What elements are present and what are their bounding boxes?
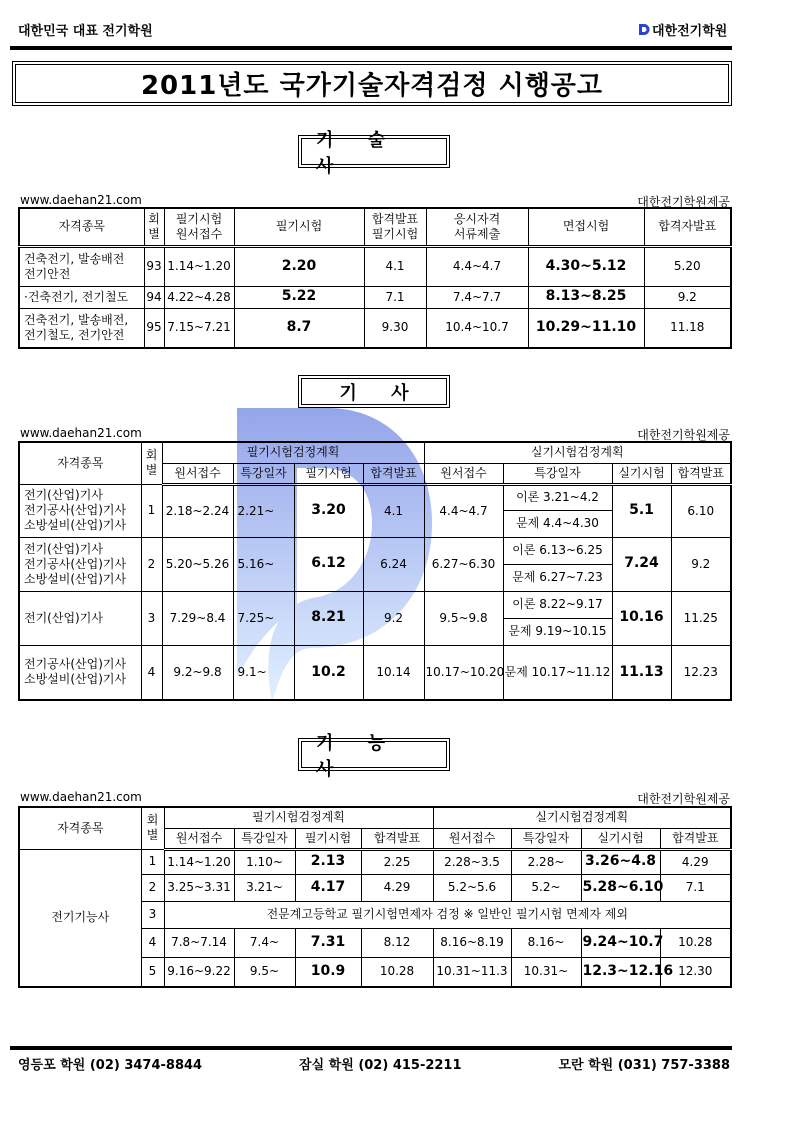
table-row (19, 246, 731, 286)
practical-lecture-cell: 이론 8.22~9.17 (503, 591, 612, 618)
page-title: 2011년도 국가기술자격검정 시행공고 (15, 64, 729, 103)
column-header: 자격종목 (19, 208, 144, 246)
w-apply-cell: 7.29~8.4 (162, 591, 233, 645)
table-row (19, 484, 731, 511)
schedule-cell: 5.2~5.6 (433, 874, 511, 901)
round-cell: 1 (141, 484, 162, 537)
interview-cell: 10.29~11.10 (528, 308, 644, 348)
column-header-round: 회 별 (141, 807, 164, 849)
column-header: 실기시험 (581, 828, 660, 849)
column-header: 원서접수 (164, 828, 234, 849)
table-row (19, 591, 731, 618)
footer-branch-yeongdeungpo: 영등포 학원 (02) 3474-8844 (18, 1058, 203, 1073)
top-rule (10, 46, 732, 50)
column-header: 원서접수 (433, 828, 511, 849)
column-group-written: 필기시험검정계획 (164, 807, 433, 828)
column-header-subject: 자격종목 (19, 807, 141, 849)
round-cell: 2 (141, 874, 164, 901)
practical-exam-cell: 5.1 (612, 484, 671, 537)
title-box (12, 61, 732, 106)
schedule-cell: 2.13 (295, 849, 361, 874)
column-header: 필기시험 원서접수 (164, 208, 234, 246)
schedule-cell: 2.28~ (511, 849, 581, 874)
p-apply-cell: 10.17~10.20 (424, 645, 503, 700)
column-header: 필기시험 (234, 208, 364, 246)
interview-cell: 8.13~8.25 (528, 286, 644, 308)
w-apply-cell: 9.2~9.8 (162, 645, 233, 700)
subject-cell: 전기기능사 (19, 849, 141, 987)
round-cell: 5 (141, 957, 164, 987)
written-result-cell: 9.30 (364, 308, 426, 348)
round-cell: 95 (144, 308, 164, 348)
schedule-cell: 5.2~ (511, 874, 581, 901)
source-line (20, 790, 730, 807)
document-submit-cell: 4.4~4.7 (426, 246, 528, 286)
w-lecture-cell: 2.21~ (233, 484, 294, 537)
schedule-cell: 7.4~ (234, 928, 295, 957)
column-header: 원서접수 (424, 463, 503, 484)
round-cell: 93 (144, 246, 164, 286)
practical-result-cell: 11.25 (671, 591, 731, 645)
footer (18, 1054, 730, 1073)
written-exam-cell: 2.20 (234, 246, 364, 286)
schedule-cell: 10.9 (295, 957, 361, 987)
column-header-subject: 자격종목 (19, 442, 141, 484)
w-result-cell: 4.1 (363, 484, 424, 537)
w-exam-cell: 8.21 (294, 591, 363, 645)
p-apply-cell: 9.5~9.8 (424, 591, 503, 645)
round-cell: 3 (141, 901, 164, 928)
table-row (19, 849, 731, 874)
column-header: 합격발표 (660, 828, 731, 849)
final-result-cell: 9.2 (644, 286, 731, 308)
source-credit: 대한전기학원제공 (637, 428, 730, 442)
subject-cell: 건축전기, 발송배전 전기안전 (19, 246, 144, 286)
column-header: 특강일자 (511, 828, 581, 849)
subject-cell: 건축전기, 발송배전, 전기철도, 전기안전 (19, 308, 144, 348)
column-group-written: 필기시험검정계획 (162, 442, 424, 463)
written-apply-cell: 7.15~7.21 (164, 308, 234, 348)
source-url: www.daehan21.com (20, 426, 142, 440)
column-group-practical: 실기시험검정계획 (424, 442, 731, 463)
schedule-cell: 4.17 (295, 874, 361, 901)
schedule-cell: 10.31~ (511, 957, 581, 987)
header-slogan: 대한민국 대표 전기학원 (18, 24, 153, 39)
subject-cell: 전기공사(산업)기사 소방설비(산업)기사 (19, 645, 141, 700)
written-result-cell: 4.1 (364, 246, 426, 286)
gisa-table (18, 441, 732, 701)
schedule-cell: 3.25~3.31 (164, 874, 234, 901)
column-group-practical: 실기시험검정계획 (433, 807, 731, 828)
subject-cell: 전기(산업)기사 전기공사(산업)기사 소방설비(산업)기사 (19, 484, 141, 537)
logo-d-icon (638, 23, 650, 36)
footer-branch-moran: 모란 학원 (031) 757-3388 (558, 1058, 730, 1073)
table-row (19, 645, 731, 700)
schedule-cell: 10.31~11.3 (433, 957, 511, 987)
column-header: 합격발표 (363, 463, 424, 484)
practical-lecture-cell: 문제 6.27~7.23 (503, 564, 612, 591)
source-url: www.daehan21.com (20, 193, 142, 207)
gisulsa-table (18, 207, 732, 349)
schedule-cell: 2.28~3.5 (433, 849, 511, 874)
schedule-cell: 9.16~9.22 (164, 957, 234, 987)
schedule-cell: 3.26~4.8 (581, 849, 660, 874)
schedule-cell: 12.30 (660, 957, 731, 987)
schedule-cell: 9.24~10.7 (581, 928, 660, 957)
schedule-cell: 10.28 (361, 957, 433, 987)
schedule-cell: 4.29 (361, 874, 433, 901)
exemption-note-cell: 전문계고등학교 필기시험면제자 검정 ※ 일반인 필기시험 면제자 제외 (164, 901, 731, 928)
written-apply-cell: 1.14~1.20 (164, 246, 234, 286)
schedule-cell: 8.12 (361, 928, 433, 957)
w-exam-cell: 3.20 (294, 484, 363, 537)
round-cell: 4 (141, 645, 162, 700)
section-title-gisa (298, 375, 450, 408)
schedule-cell: 12.3~12.16 (581, 957, 660, 987)
schedule-cell: 9.5~ (234, 957, 295, 987)
round-cell: 94 (144, 286, 164, 308)
column-header: 특강일자 (233, 463, 294, 484)
p-apply-cell: 4.4~4.7 (424, 484, 503, 537)
table-row (19, 537, 731, 564)
round-cell: 4 (141, 928, 164, 957)
column-header: 실기시험 (612, 463, 671, 484)
source-url: www.daehan21.com (20, 790, 142, 804)
practical-result-cell: 6.10 (671, 484, 731, 537)
footer-rule (10, 1046, 732, 1050)
round-cell: 1 (141, 849, 164, 874)
p-apply-cell: 6.27~6.30 (424, 537, 503, 591)
practical-exam-cell: 7.24 (612, 537, 671, 591)
schedule-cell: 3.21~ (234, 874, 295, 901)
subject-cell: 전기(산업)기사 (19, 591, 141, 645)
column-header: 필기시험 (294, 463, 363, 484)
column-header: 필기시험 (295, 828, 361, 849)
source-credit: 대한전기학원제공 (637, 792, 730, 806)
practical-lecture-cell: 문제 10.17~11.12 (503, 645, 612, 700)
schedule-cell: 10.28 (660, 928, 731, 957)
w-exam-cell: 10.2 (294, 645, 363, 700)
source-credit: 대한전기학원제공 (637, 195, 730, 209)
schedule-cell: 4.29 (660, 849, 731, 874)
table-row (19, 308, 731, 348)
column-header: 회 별 (144, 208, 164, 246)
column-header: 합격발표 (671, 463, 731, 484)
w-lecture-cell: 5.16~ (233, 537, 294, 591)
section-title-gisulsa (298, 129, 450, 177)
written-apply-cell: 4.22~4.28 (164, 286, 234, 308)
document-submit-cell: 7.4~7.7 (426, 286, 528, 308)
gineungsa-table (18, 806, 732, 988)
subject-cell: 전기(산업)기사 전기공사(산업)기사 소방설비(산업)기사 (19, 537, 141, 591)
w-result-cell: 6.24 (363, 537, 424, 591)
written-result-cell: 7.1 (364, 286, 426, 308)
schedule-cell: 1.14~1.20 (164, 849, 234, 874)
w-result-cell: 10.14 (363, 645, 424, 700)
header-logo (638, 20, 727, 39)
column-header: 합격발표 필기시험 (364, 208, 426, 246)
practical-lecture-cell: 문제 4.4~4.30 (503, 511, 612, 538)
header-brand: 대한전기학원 (652, 24, 728, 39)
written-exam-cell: 5.22 (234, 286, 364, 308)
schedule-cell: 8.16~ (511, 928, 581, 957)
w-exam-cell: 6.12 (294, 537, 363, 591)
interview-cell: 4.30~5.12 (528, 246, 644, 286)
w-apply-cell: 5.20~5.26 (162, 537, 233, 591)
round-cell: 3 (141, 591, 162, 645)
column-header: 특강일자 (503, 463, 612, 484)
w-lecture-cell: 7.25~ (233, 591, 294, 645)
round-cell: 2 (141, 537, 162, 591)
section-title-text: 기 술 사 (301, 138, 447, 165)
schedule-cell: 7.8~7.14 (164, 928, 234, 957)
written-exam-cell: 8.7 (234, 308, 364, 348)
section-title-text: 기 능 사 (301, 741, 447, 768)
column-header: 응시자격 서류제출 (426, 208, 528, 246)
practical-lecture-cell: 이론 3.21~4.2 (503, 484, 612, 511)
practical-exam-cell: 10.16 (612, 591, 671, 645)
schedule-cell: 8.16~8.19 (433, 928, 511, 957)
column-header-round: 회 별 (141, 442, 162, 484)
footer-branch-jamsil: 잠실 학원 (02) 415-2211 (299, 1058, 462, 1073)
schedule-cell: 7.31 (295, 928, 361, 957)
section-title-text: 기 사 (301, 378, 447, 405)
column-header: 특강일자 (234, 828, 295, 849)
practical-exam-cell: 11.13 (612, 645, 671, 700)
final-result-cell: 11.18 (644, 308, 731, 348)
schedule-cell: 5.28~6.10 (581, 874, 660, 901)
schedule-cell: 1.10~ (234, 849, 295, 874)
w-lecture-cell: 9.1~ (233, 645, 294, 700)
w-result-cell: 9.2 (363, 591, 424, 645)
practical-lecture-cell: 이론 6.13~6.25 (503, 537, 612, 564)
final-result-cell: 5.20 (644, 246, 731, 286)
w-apply-cell: 2.18~2.24 (162, 484, 233, 537)
table-row (19, 286, 731, 308)
column-header: 합격발표 (361, 828, 433, 849)
document-submit-cell: 10.4~10.7 (426, 308, 528, 348)
schedule-cell: 7.1 (660, 874, 731, 901)
schedule-cell: 2.25 (361, 849, 433, 874)
practical-result-cell: 12.23 (671, 645, 731, 700)
practical-result-cell: 9.2 (671, 537, 731, 591)
subject-cell: ·건축전기, 전기철도 (19, 286, 144, 308)
section-title-gineungsa (298, 732, 450, 780)
practical-lecture-cell: 문제 9.19~10.15 (503, 618, 612, 645)
column-header: 면접시험 (528, 208, 644, 246)
column-header: 합격자발표 (644, 208, 731, 246)
column-header: 원서접수 (162, 463, 233, 484)
